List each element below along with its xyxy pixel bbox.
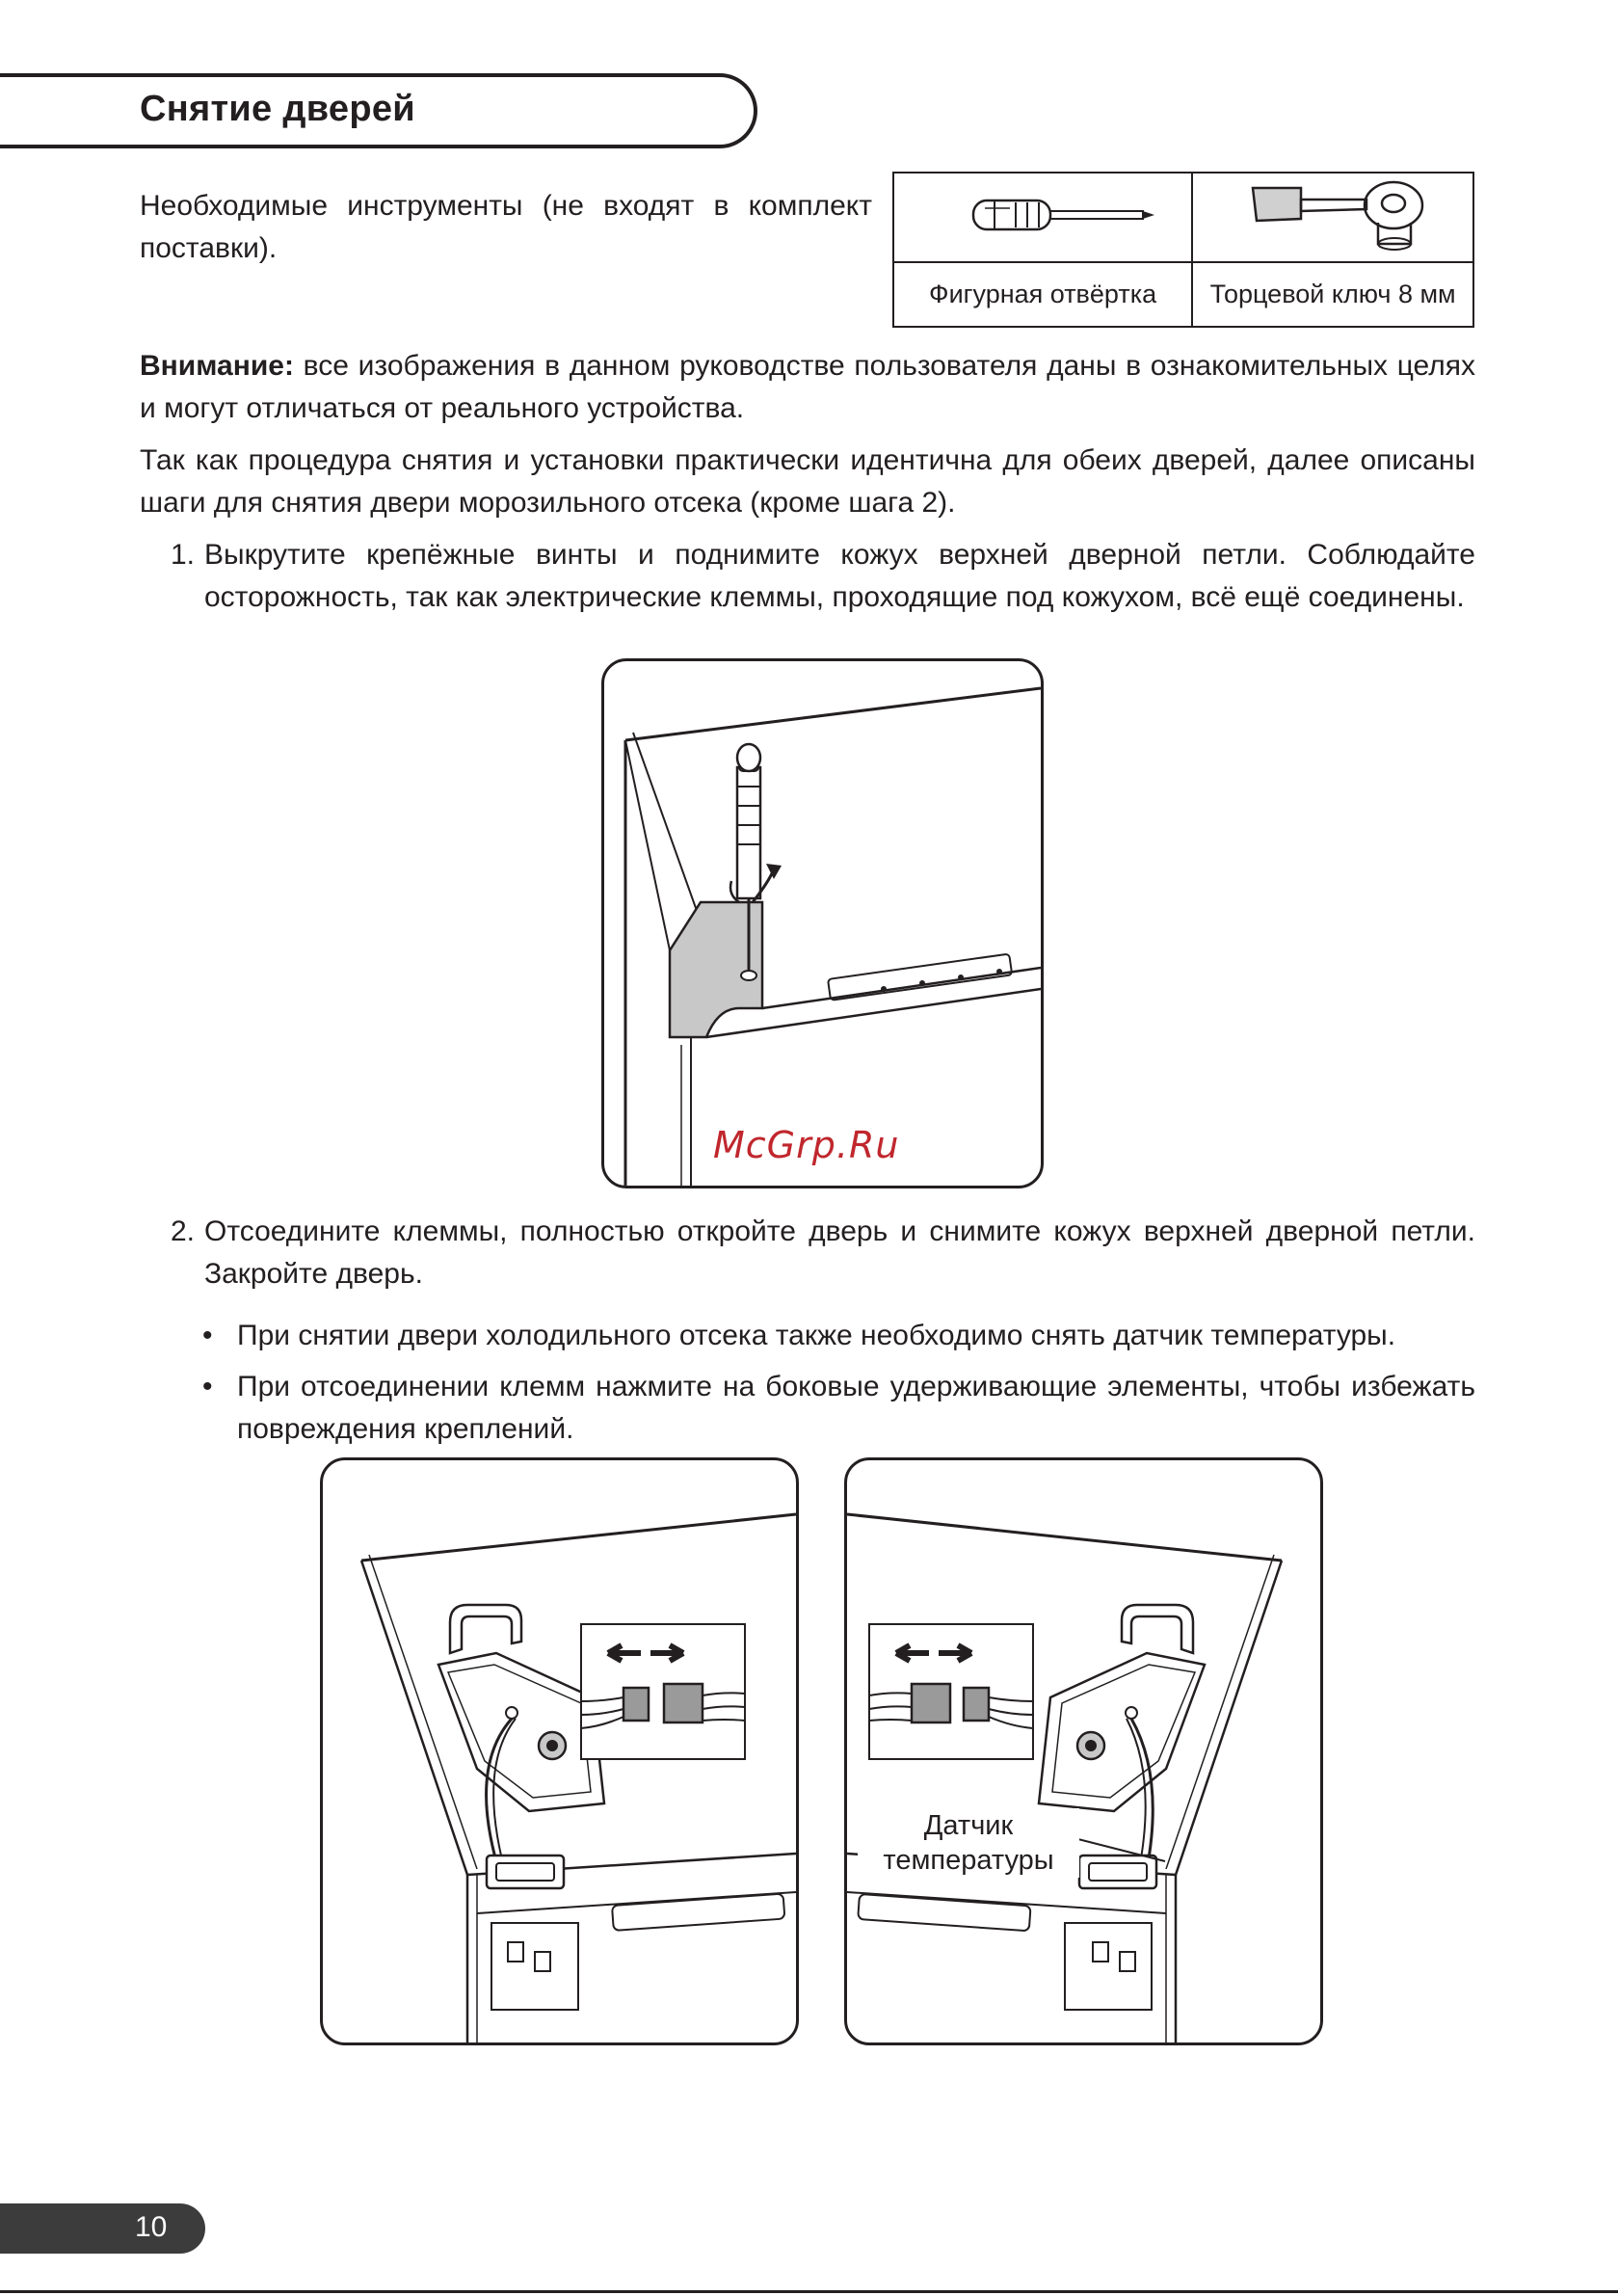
screwdriver-icon [927,191,1158,239]
figure-step-2-fridge [844,1457,1323,2045]
bullet-dot: • [202,1320,213,1351]
figure-step-2-freezer [320,1457,799,2045]
tools-table [892,172,1474,328]
page-number: 10 [135,2211,168,2243]
figure-step-1 [601,658,1044,1188]
procedure-note: Так как процедура снятия и установки практически идентична для обеих дверей, далее описаны шаги для снятия двери морозильного отсека (кроме шага 2). [140,444,1475,519]
step-2-text: Отсоедините клеммы, полностью откройте дверь и снимите кожух верхней дверной петли. Закройте дверь. [204,1215,1475,1290]
step-2-bullet-2: При отсоединении клемм нажмите на боковые удерживающие элементы, чтобы избежать повреждения креплений. [237,1371,1475,1445]
step-2-number: 2. [171,1215,196,1247]
attention-label: Внимание: [140,350,294,382]
bottom-rule [0,2290,1618,2293]
watermark: McGrp.Ru [713,1124,900,1166]
temperature-sensor-label: Датчик температуры [858,1808,1079,1878]
attention-note [140,345,1475,430]
terminal-disconnect-illustration [323,1460,796,2042]
screwdriver-caption: Фигурная отвёртка [893,262,1192,327]
temperature-sensor-illustration [847,1460,1320,2042]
section-title: Снятие дверей [140,89,415,129]
step-1-text: Выкрутите крепёжные винты и поднимите кожух верхней дверной петли. Соблюдайте осторожность, так как электрические клеммы, проходящие под кожухом, всё ещё соединены. [204,539,1475,613]
screwdriver-cell [893,173,1192,262]
socket-wrench-caption: Торцевой ключ 8 мм [1192,262,1473,327]
step-1-number: 1. [171,539,196,571]
hinge-cover-illustration [604,661,1041,1186]
step-2-bullet-1: При снятии двери холодильного отсека также необходимо снять датчик температуры. [237,1320,1396,1351]
page-number-tab [0,2203,205,2254]
socket-wrench-icon [1212,174,1453,255]
attention-text: все изображения в данном руководстве пользователя даны в ознакомительных целях и могут отличаться от реального устройства. [140,350,1475,424]
socket-wrench-cell [1192,173,1473,262]
tools-intro: Необходимые инструменты (не входят в комплект поставки). [140,190,872,264]
bullet-dot: • [202,1371,213,1402]
